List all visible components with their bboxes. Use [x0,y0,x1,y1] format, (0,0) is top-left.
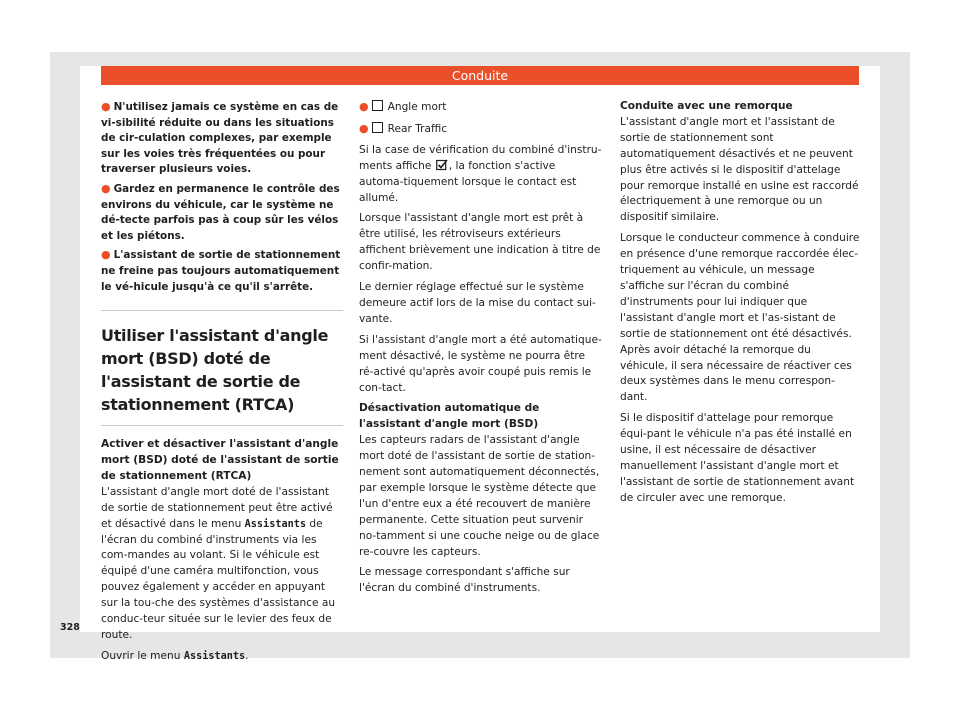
warning-item: ● Gardez en permanence le contrôle des environs du véhicule, car le système ne dé-tecte parfois pas à coup sûr les vélos et les piétons. [101,181,340,242]
paragraph: Lorsque le conducteur commence à conduire en présence d'une remorque raccordée élec-triquement au véhicule, un message s'affiche sur l'écran du combiné d'instruments pour lui indiquer que l'assistant d'angle mort et l'as-sistant de sortie de stationnement ont été désactivés. Après avoir détaché la remorque du véhicule, il sera nécessaire de réactiver ces deux systèmes dans le menu correspon-dant. [620,232,860,404]
bullet-icon: ● [101,100,111,113]
page-number: 328 [60,622,80,633]
paragraph: L'assistant d'angle mort et l'assistant de sortie de stationnement sont automatiquement désactivés et ne peuvent plus être activés si le dispositif d'attelage pour remorque installé en usine est raccordé électriquement à une remorque ou un dispositif similaire. [620,115,859,224]
list-item: ● Rear Traffic [359,121,448,135]
menu-name: Assistants [183,650,246,662]
divider [101,425,343,426]
checked-checkbox-icon [436,159,448,171]
subheading: Désactivation automatique de l'assistant d'angle mort (BSD) [359,402,540,431]
subheading: Conduite avec une remorque [620,100,793,112]
paragraph: Lorsque l'assistant d'angle mort est prêt à être utilisé, les rétroviseurs extérieurs affichent brièvement une indication à titre de confir-mation. [359,212,601,273]
bullet-icon: ● [101,181,111,195]
divider [101,310,343,311]
warning-item: ● L'assistant de sortie de stationnement ne freine pas toujours automatiquement le vé-hicule jusqu'à ce qu'il s'arrête. [101,248,341,293]
warning-list [101,99,343,295]
paragraph: Si l'assistant d'angle mort a été automatique-ment désactivé, le système ne pourra être ré-activé qu'après avoir coupé puis remis le con-tact. [359,333,602,394]
paragraph: Ouvrir le menu Assistants. [101,649,249,662]
bullet-icon: ● [359,100,369,113]
bullet-icon: ● [101,248,111,262]
column-2 [359,99,602,602]
paragraph: Le message correspondant s'affiche sur l'écran du combiné d'instruments. [359,566,570,595]
column-3 [620,99,860,512]
section-title: Utiliser l'assistant d'angle mort (BSD) doté de l'assistant de sortie de stationnement (RTCA) [101,326,329,415]
paragraph: L'assistant d'angle mort doté de l'assistant de sortie de stationnement peut être activé et désactivé dans le menu Assistants de l'écran du combiné d'instruments via les com-mandes au volant. Si le véhicule est équipé d'une caméra multifonction, vous pouvez également y accéder en appuyant sur la tou-che des systèmes d'assistance au conduc-teur située sur le levier des feux de route. [101,485,336,641]
paragraph: Si le dispositif d'attelage pour remorque équi-pant le véhicule n'a pas été installé en usine, il est nécessaire de désactiver manuellement l'assistant d'angle mort et l'assistant de sortie de stationnement avant de circuler avec une remorque. [620,412,855,504]
paragraph: Le dernier réglage effectué sur le système demeure actif lors de la mise du contact sui-vante. [359,281,596,325]
subheading: Activer et désactiver l'assistant d'angle mort (BSD) doté de l'assistant de sortie de stationnement (RTCA) [101,438,339,482]
paragraph: Si la case de vérification du combiné d'instru-ments affiche , la fonction s'active automa-tiquement lorsque le contact est allumé. [359,143,602,204]
paragraph: Les capteurs radars de l'assistant d'angle mort doté de l'assistant de sortie de station-nement sont automatiquement déconnectés, par exemple lorsque le système détecte que l'un d'entre eux a été recouvert de manière permanente. Cette situation peut survenir no-tamment si une couche neige ou de glace re-couvre les capteurs. [359,434,600,558]
chapter-header: Conduite [101,66,859,85]
menu-name: Assistants [244,518,306,530]
column-1 [101,99,343,670]
warning-item: ● N'utilisez jamais ce système en cas de vi-sibilité réduite ou dans les situations de cir-culation complexes, par exemple sur les voies très fréquentées ou pour traverser plusieurs voies. [101,100,339,176]
checkbox-icon [372,100,383,111]
checkbox-icon [372,122,383,133]
list-item: ● Angle mort [359,100,447,113]
bullet-icon: ● [359,121,369,135]
